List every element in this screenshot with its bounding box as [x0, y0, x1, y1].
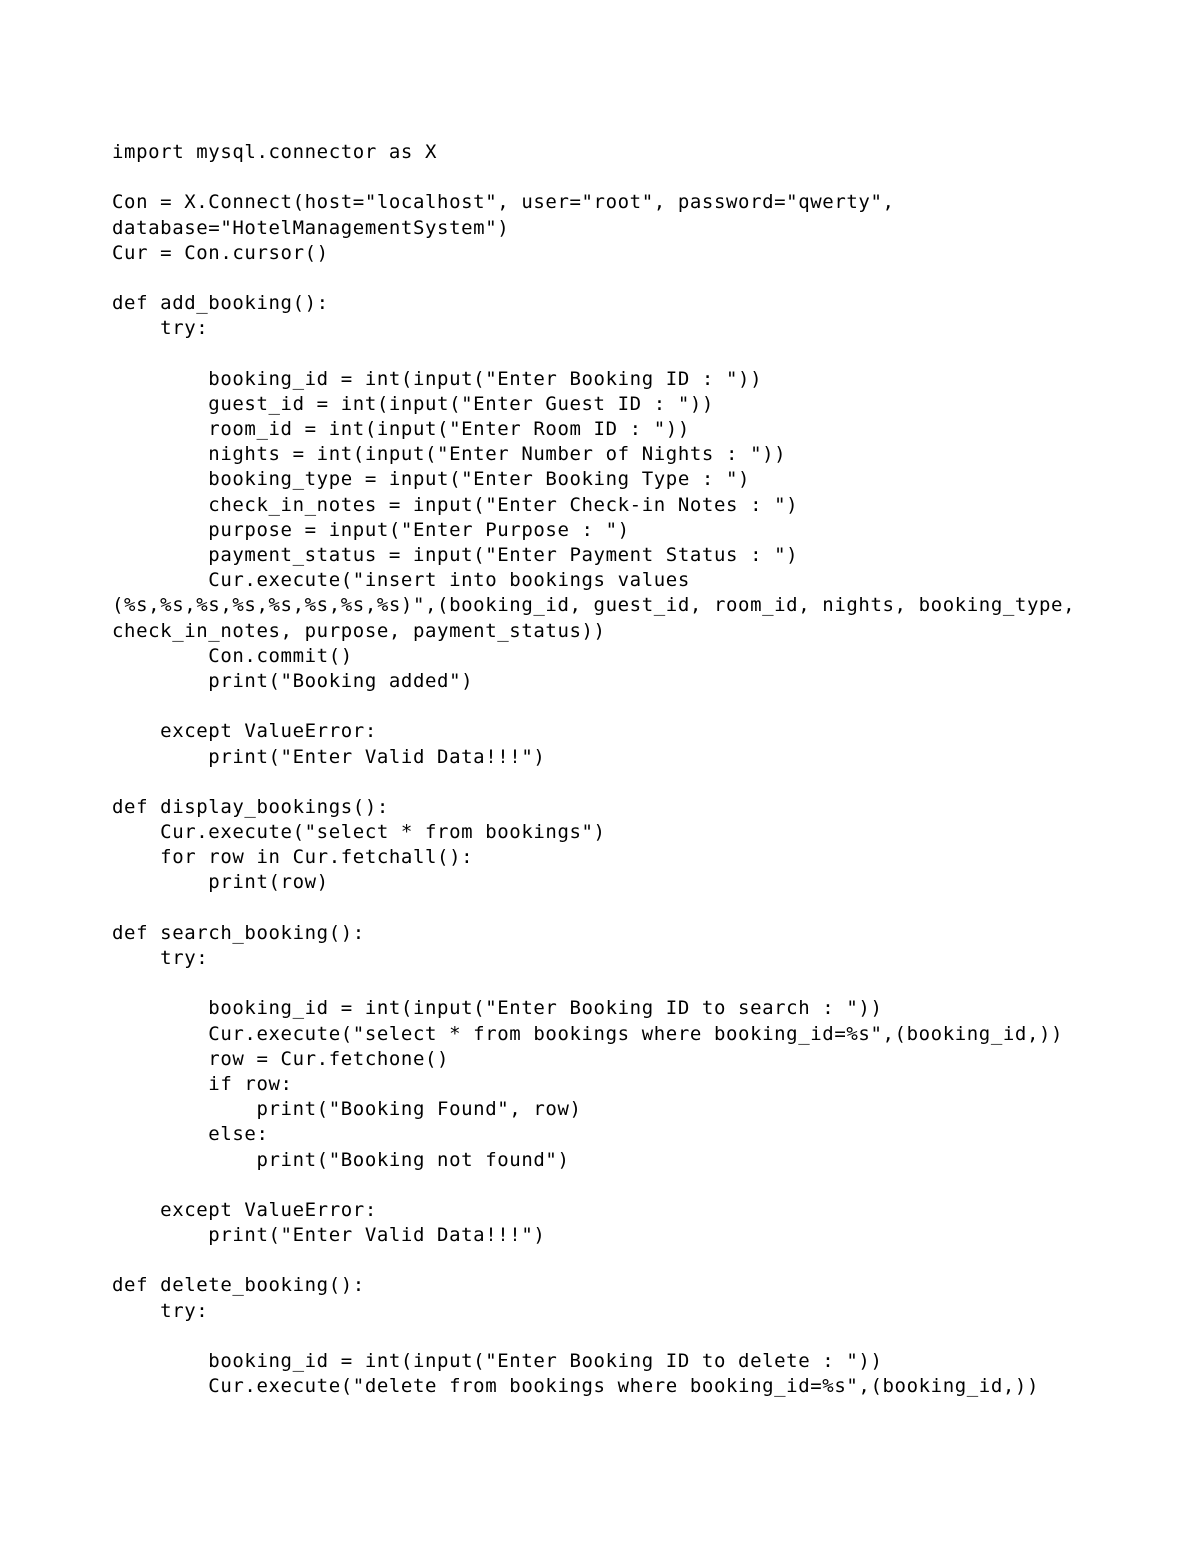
code-line: guest_id = int(input("Enter Guest ID : ")): [112, 392, 714, 415]
code-line: print(row): [112, 871, 329, 894]
code-line: database="HotelManagementSystem"): [112, 216, 510, 239]
code-line: Cur.execute("delete from bookings where booking_id=%s",(booking_id,)): [112, 1375, 1039, 1398]
code-line: Con.commit(): [112, 644, 353, 667]
code-line: Cur.execute("select * from bookings"): [112, 821, 606, 844]
code-line: if row:: [112, 1072, 293, 1095]
code-line: purpose = input("Enter Purpose : "): [112, 518, 630, 541]
code-line: check_in_notes, purpose, payment_status)): [112, 619, 606, 642]
code-line: except ValueError:: [112, 1198, 377, 1221]
code-line: [112, 342, 1112, 367]
code-line: Cur = Con.cursor(): [112, 241, 329, 264]
code-line: print("Enter Valid Data!!!"): [112, 1224, 546, 1247]
code-line: [112, 1248, 1112, 1273]
code-line: def search_booking():: [112, 921, 365, 944]
code-line: print("Booking Found", row): [112, 1098, 582, 1121]
code-line: try:: [112, 1299, 209, 1322]
code-line: else:: [112, 1123, 269, 1146]
code-line: booking_id = int(input("Enter Booking ID to search : ")): [112, 997, 883, 1020]
code-line: [112, 266, 1112, 291]
code-line: room_id = int(input("Enter Room ID : ")): [112, 418, 690, 441]
code-line: (%s,%s,%s,%s,%s,%s,%s,%s)",(booking_id, guest_id, room_id, nights, booking_type,: [112, 594, 1076, 617]
code-line: try:: [112, 947, 209, 969]
code-line: booking_id = int(input("Enter Booking ID to delete : ")): [112, 1350, 883, 1372]
code-line: nights = int(input("Enter Number of Nights : ")): [112, 443, 787, 466]
code-line: print("Booking not found"): [112, 1148, 570, 1171]
code-line: Cur.execute("select * from bookings where booking_id=%s",(booking_id,)): [112, 1022, 1064, 1045]
code-line: print("Enter Valid Data!!!"): [112, 745, 546, 768]
code-line: payment_status = input("Enter Payment Status : "): [112, 544, 799, 566]
code-listing: [112, 140, 1112, 1399]
code-line: print("Booking added"): [112, 669, 474, 692]
code-line: booking_id = int(input("Enter Booking ID : ")): [112, 367, 763, 390]
code-line: def add_booking():: [112, 292, 329, 315]
code-line: for row in Cur.fetchall():: [112, 846, 474, 869]
code-line: [112, 971, 1112, 996]
code-line: Con = X.Connect(host="localhost", user="root", password="qwerty",: [112, 191, 895, 214]
code-line: def display_bookings():: [112, 795, 389, 818]
code-line: booking_type = input("Enter Booking Type : "): [112, 468, 751, 491]
code-line: try:: [112, 317, 209, 340]
code-line: row = Cur.fetchone(): [112, 1047, 450, 1070]
code-line: [112, 165, 1112, 190]
code-line: Cur.execute("insert into bookings values: [112, 569, 690, 592]
code-line: check_in_notes = input("Enter Check-in Notes : "): [112, 493, 799, 516]
code-line: [112, 896, 1112, 921]
code-line: except ValueError:: [112, 720, 377, 743]
code-line: [112, 694, 1112, 719]
code-line: [112, 770, 1112, 795]
code-line: import mysql.connector as X: [112, 141, 438, 163]
code-line: def delete_booking():: [112, 1274, 365, 1297]
code-line: [112, 1173, 1112, 1198]
code-line: [112, 1324, 1112, 1349]
